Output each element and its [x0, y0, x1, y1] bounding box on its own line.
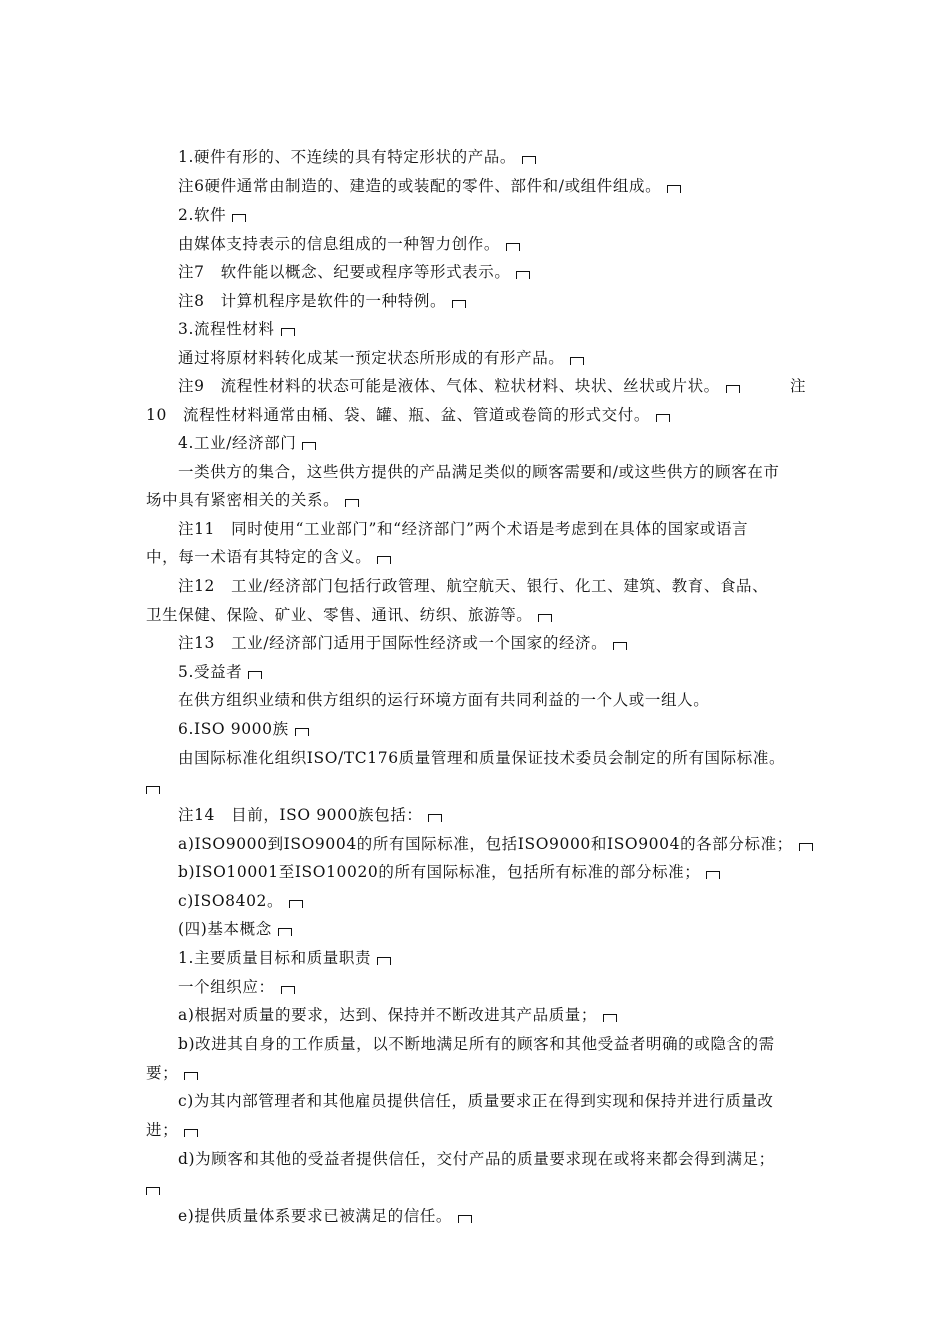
paragraph-line: 一类供方的集合，这些供方提供的产品满足类似的顾客需要和/或这些供方的顾客在市 — [178, 463, 780, 481]
paragraph-line: 通过将原材料转化成某一预定状态所形成的有形产品。 — [178, 348, 584, 368]
paragraph-mark-icon — [538, 614, 552, 622]
list-item: d)为顾客和其他的受益者提供信任，交付产品的质量要求现在或将来都会得到满足； — [178, 1150, 775, 1168]
paragraph-mark-icon — [603, 1014, 617, 1022]
paragraph-line — [146, 777, 160, 797]
section-heading: 1.主要质量目标和质量职责 — [178, 948, 391, 968]
note-line: 注7 软件能以概念、纪要或程序等形式表示。 — [178, 262, 530, 282]
paragraph-line: 由媒体支持表示的信息组成的一种智力创作。 — [178, 234, 520, 254]
list-item: c)ISO8402。 — [178, 891, 303, 911]
note-line: 注9 流程性材料的状态可能是液体、气体、粒状材料、块状、丝状或片状。 — [178, 376, 740, 396]
paragraph-mark-icon — [522, 156, 536, 164]
paragraph-mark-icon — [706, 871, 720, 879]
note-line: 注11 同时使用“工业部门”和“经济部门”两个术语是考虑到在具体的国家或语言 — [178, 520, 749, 538]
note-line: 注 — [790, 377, 807, 395]
note-line: 注13 工业/经济部门适用于国际性经济或一个国家的经济。 — [178, 633, 627, 653]
note-line: 注12 工业/经济部门包括行政管理、航空航天、银行、化工、建筑、教育、食品、 — [178, 577, 769, 595]
list-item: 进； — [146, 1120, 198, 1140]
paragraph-mark-icon — [726, 385, 740, 393]
list-item: a)根据对质量的要求，达到、保持并不断改进其产品质量； — [178, 1005, 617, 1025]
paragraph-mark-icon — [506, 243, 520, 251]
paragraph-mark-icon — [613, 642, 627, 650]
paragraph-mark-icon — [377, 957, 391, 965]
paragraph-mark-icon — [452, 300, 466, 308]
paragraph-mark-icon — [184, 1072, 198, 1080]
paragraph-mark-icon — [146, 786, 160, 794]
paragraph-mark-icon — [345, 499, 359, 507]
paragraph-mark-icon — [302, 442, 316, 450]
paragraph-mark-icon — [428, 814, 442, 822]
section-heading: 6.ISO 9000族 — [178, 719, 309, 739]
paragraph-line: 1.硬件有形的、不连续的具有特定形状的产品。 — [178, 147, 536, 167]
list-item: b)改进其自身的工作质量，以不断地满足所有的顾客和其他受益者明确的或隐含的需 — [178, 1035, 775, 1053]
list-item: c)为其内部管理者和其他雇员提供信任，质量要求正在得到实现和保持并进行质量改 — [178, 1092, 774, 1110]
paragraph-mark-icon — [232, 214, 246, 222]
paragraph-line: 一个组织应： — [178, 977, 295, 997]
paragraph-mark-icon — [278, 928, 292, 936]
section-heading: 2.软件 — [178, 205, 246, 225]
paragraph-mark-icon — [458, 1215, 472, 1223]
paragraph-mark-icon — [289, 900, 303, 908]
paragraph-mark-icon — [667, 185, 681, 193]
section-heading: 3.流程性材料 — [178, 319, 295, 339]
paragraph-mark-icon — [377, 556, 391, 564]
paragraph-line: 由国际标准化组织ISO/TC176质量管理和质量保证技术委员会制定的所有国际标准。 — [178, 749, 786, 767]
paragraph-line: 场中具有紧密相关的关系。 — [146, 490, 359, 510]
note-line: 注8 计算机程序是软件的一种特例。 — [178, 291, 466, 311]
paragraph-mark-icon — [281, 328, 295, 336]
paragraph-mark-icon — [656, 414, 670, 422]
paragraph-line: 在供方组织业绩和供方组织的运行环境方面有共同利益的一个人或一组人。 — [178, 691, 710, 709]
section-heading: 5.受益者 — [178, 662, 262, 682]
paragraph-mark-icon — [799, 843, 813, 851]
note-line: 注14 目前，ISO 9000族包括： — [178, 805, 442, 825]
paragraph-mark-icon — [281, 986, 295, 994]
section-heading: (四)基本概念 — [178, 919, 292, 939]
paragraph-mark-icon — [146, 1187, 160, 1195]
list-item: 要； — [146, 1063, 198, 1083]
list-item: a)ISO9000到ISO9004的所有国际标准，包括ISO9000和ISO9004的各部分标准； — [178, 834, 813, 854]
note-line: 卫生保健、保险、矿业、零售、通讯、纺织、旅游等。 — [146, 605, 552, 625]
paragraph-mark-icon — [516, 271, 530, 279]
note-line: 10 流程性材料通常由桶、袋、罐、瓶、盆、管道或卷筒的形式交付。 — [146, 405, 670, 425]
list-item: b)ISO10001至ISO10020的所有国际标准，包括所有标准的部分标准； — [178, 862, 720, 882]
paragraph-mark-icon — [570, 357, 584, 365]
paragraph-mark-icon — [184, 1129, 198, 1137]
list-item: e)提供质量体系要求已被满足的信任。 — [178, 1206, 472, 1226]
paragraph-mark-icon — [248, 671, 262, 679]
paragraph-mark-icon — [295, 728, 309, 736]
note-line: 中，每一术语有其特定的含义。 — [146, 547, 391, 567]
section-heading: 4.工业/经济部门 — [178, 433, 316, 453]
list-item — [146, 1178, 160, 1198]
paragraph-line: 注6硬件通常由制造的、建造的或装配的零件、部件和/或组件组成。 — [178, 176, 681, 196]
